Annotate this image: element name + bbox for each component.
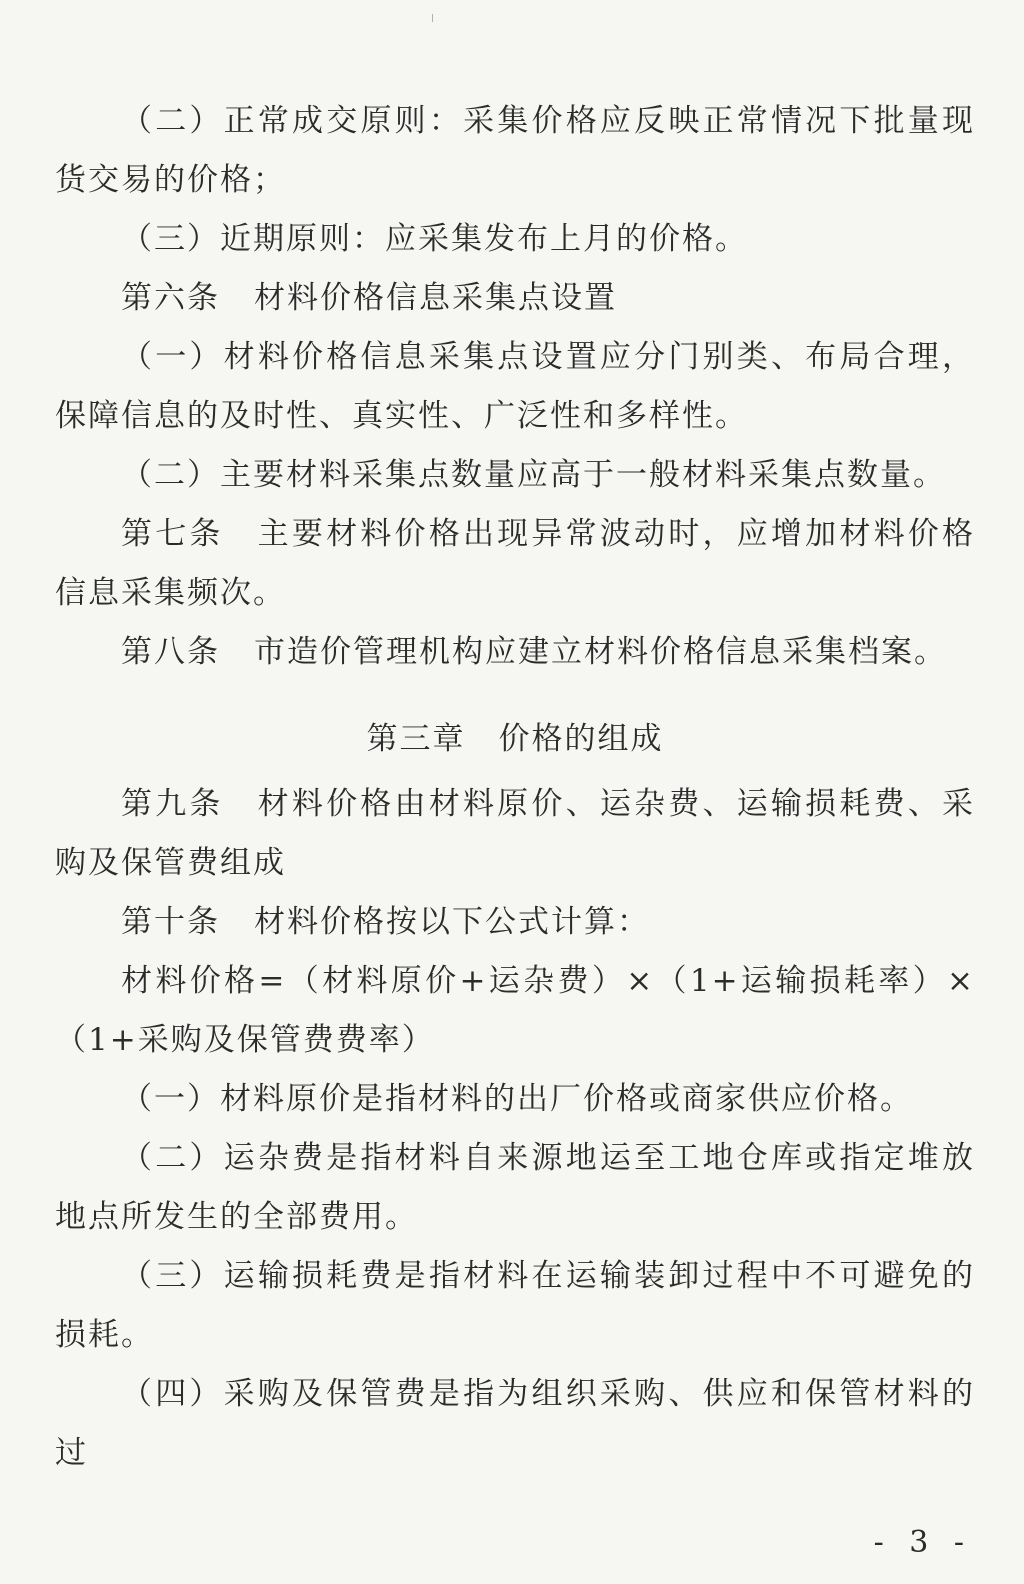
price-formula: 材料价格=（材料原价+运杂费）×（1+运输损耗率）×（1+采购及保管费费率） xyxy=(55,963,975,1058)
article-8 xyxy=(55,623,975,682)
paragraph-normal-transaction: （二）正常成交原则：采集价格应反映正常情况下批量现货交易的价格； xyxy=(55,103,975,198)
article-9-label: 第九条 xyxy=(121,786,224,822)
article-6-text: 材料价格信息采集点设置 xyxy=(254,280,617,316)
paragraph-procurement-storage: （四）采购及保管费是指为组织采购、供应和保管材料的过 xyxy=(55,1376,975,1471)
article-8-text: 市造价管理机构应建立材料价格信息采集档案。 xyxy=(254,634,947,670)
chapter-heading: 第三章 价格的组成 xyxy=(366,721,664,757)
article-7-label: 第七条 xyxy=(121,516,224,552)
document-body xyxy=(55,92,975,1483)
paragraph-freight: （二）运杂费是指材料自来源地运至工地仓库或指定堆放地点所发生的全部费用。 xyxy=(55,1140,975,1235)
article-9-text: 材料价格由材料原价、运杂费、运输损耗费、采购及保管费组成 xyxy=(55,786,976,881)
article-7-text: 主要材料价格出现异常波动时，应增加材料价格信息采集频次。 xyxy=(55,516,976,611)
paragraph-transport-loss: （三）运输损耗费是指材料在运输装卸过程中不可避免的损耗。 xyxy=(55,1258,975,1353)
article-9 xyxy=(55,775,975,893)
article-10-label: 第十条 xyxy=(121,904,220,940)
paragraph-recent-principle: （三）近期原则：应采集发布上月的价格。 xyxy=(121,221,748,257)
article-7 xyxy=(55,505,975,623)
article-10-text: 材料价格按以下公式计算： xyxy=(254,904,650,940)
page-number: - 3 - xyxy=(873,1525,972,1560)
article-6 xyxy=(55,269,975,328)
paragraph-collection-point-setup: （一）材料价格信息采集点设置应分门别类、布局合理，保障信息的及时性、真实性、广泛性和多样性。 xyxy=(55,339,975,434)
paragraph-original-price: （一）材料原价是指材料的出厂价格或商家供应价格。 xyxy=(121,1081,913,1117)
paragraph-main-material-points: （二）主要材料采集点数量应高于一般材料采集点数量。 xyxy=(121,457,946,493)
article-6-label: 第六条 xyxy=(121,280,220,316)
scan-mark xyxy=(432,14,433,22)
article-10 xyxy=(55,893,975,952)
article-8-label: 第八条 xyxy=(121,634,220,670)
